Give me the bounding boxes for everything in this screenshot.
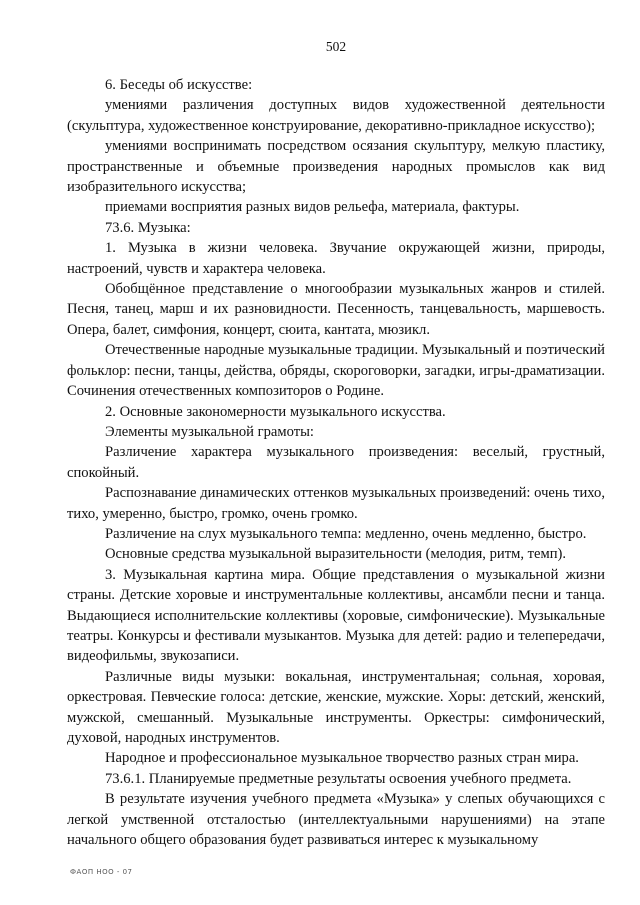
document-body: [67, 75, 605, 850]
paragraph-3: умениями воспринимать посредством осязания скульптуру, мелкую пластику, пространственные и объемные произведения народных промыслов как вид изобразительного искусства;: [67, 138, 605, 196]
paragraph-16: Различные виды музыки: вокальная, инструментальная; сольная, хоровая, оркестровая. Певческие голоса: детские, женские, мужские. Хоры: детский, женский, мужской, смешанный. Музыкальные инструменты. Оркестры: симфонический, духовой, народных инструментов.: [67, 668, 605, 746]
paragraph-9: 2. Основные закономерности музыкального искусства.: [105, 403, 446, 420]
document-footer-code: ФАОП НОО - 07: [70, 868, 133, 876]
paragraph-10: Элементы музыкальной грамоты:: [105, 423, 314, 440]
page-number: 502: [325, 39, 347, 54]
paragraph-2: умениями различения доступных видов художественной деятельности (скульптура, художественное конструирование, декоративно-прикладное искусство);: [67, 97, 605, 134]
paragraph-15: 3. Музыкальная картина мира. Общие представления о музыкальной жизни страны. Детские хоровые и инструментальные коллективы, ансамбли песни и танца. Выдающиеся исполнительские коллективы (хоровые, симфонические). Музыкальные театры. Конкурсы и фестивали музыкантов. Музыка для детей: радио и телепередачи, видеофильмы, звукозаписи.: [67, 566, 605, 665]
paragraph-19: В результате изучения учебного предмета «Музыка» у слепых обучающихся с легкой умственной отсталостью (интеллектуальными нарушениями) на этапе начального общего образования будет развиваться интерес к музыкальному: [67, 791, 605, 849]
paragraph-4: приемами восприятия разных видов рельефа, материала, фактуры.: [105, 199, 520, 216]
paragraph-1: 6. Беседы об искусстве:: [105, 77, 253, 93]
paragraph-11: Различение характера музыкального произведения: веселый, грустный, спокойный.: [67, 444, 605, 481]
paragraph-6: 1. Музыка в жизни человека. Звучание окружающей жизни, природы, настроений, чувств и характера человека.: [67, 240, 605, 277]
paragraph-7: Обобщённое представление о многообразии музыкальных жанров и стилей. Песня, танец, марш и их разновидности. Песенность, танцевальность, маршевость. Опера, балет, симфония, концерт, сюита, кантата, мюзикл.: [67, 281, 605, 338]
paragraph-14: Основные средства музыкальной выразительности (мелодия, ритм, темп).: [105, 546, 567, 563]
paragraph-5: 73.6. Музыка:: [105, 219, 191, 236]
paragraph-12: Распознавание динамических оттенков музыкальных произведений: очень тихо, тихо, умеренно, быстро, громко, очень громко.: [67, 485, 605, 522]
paragraph-13: Различение на слух музыкального темпа: медленно, очень медленно, быстро.: [105, 525, 587, 542]
paragraph-17: Народное и профессиональное музыкальное творчество разных стран мира.: [105, 750, 579, 767]
paragraph-18: 73.6.1. Планируемые предметные результаты освоения учебного предмета.: [105, 770, 572, 787]
paragraph-8: Отечественные народные музыкальные традиции. Музыкальный и поэтический фольклор: песни, танцы, действа, обряды, скороговорки, загадки, игры-драматизации. Сочинения отечественных композиторов о Родине.: [67, 342, 605, 400]
